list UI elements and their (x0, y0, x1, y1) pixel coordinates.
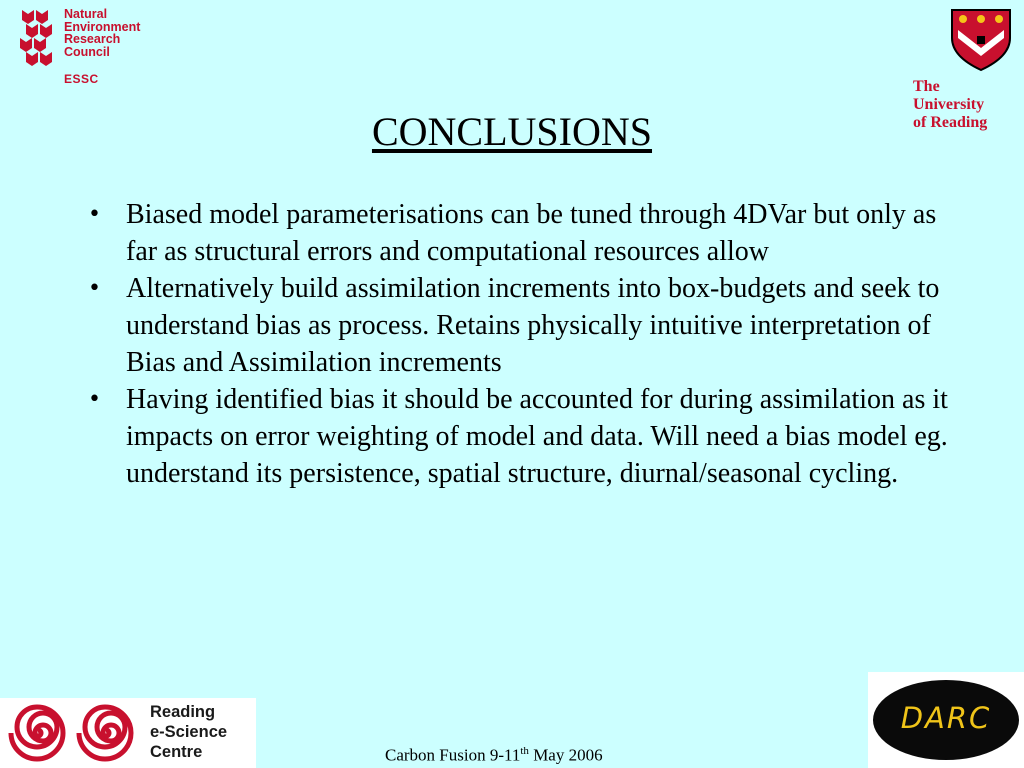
footer-caption (385, 740, 603, 767)
university-line-1: The (913, 78, 940, 95)
bullet-marker: • (88, 276, 101, 301)
nerc-line-2: Environment (64, 19, 141, 34)
bullet-text: Biased model parameterisations can be tuned through 4DVar but only as far as structural errors and computational resources allow (126, 199, 937, 267)
nerc-logo (16, 6, 166, 91)
university-line-2: University (913, 96, 985, 113)
nerc-chevron-icon (16, 6, 62, 68)
bullet-text: Alternatively build assimilation increments into box-budgets and seek to understand bias as process. Retains physically intuitive interpretation of Bias and Assimilation increments (126, 273, 940, 378)
bullet-item (78, 196, 958, 270)
footer-suffix: May 2006 (528, 745, 603, 765)
bullet-marker: • (88, 202, 101, 227)
spiral-icon (2, 700, 148, 766)
resc-line-2: e-Science (150, 723, 228, 741)
nerc-line-1: Natural (64, 7, 108, 21)
nerc-name (64, 8, 140, 58)
university-line-3: of Reading (913, 114, 988, 131)
footer-superscript: th (520, 745, 529, 757)
darc-label: DARC (900, 701, 992, 735)
bullet-marker: • (88, 387, 101, 412)
resc-name (150, 702, 227, 762)
resc-line-3: Centre (150, 743, 203, 761)
darc-logo (868, 672, 1024, 768)
footer-prefix: Carbon Fusion 9-11 (385, 745, 521, 765)
university-crest-icon (948, 8, 1014, 72)
bullet-item (78, 270, 958, 381)
nerc-line-4: Council (64, 44, 110, 59)
bullet-text: Having identified bias it should be accounted for during assimilation as it impacts on error weighting of model and data. Will need a bias model eg. understand its persistence, spatial structure, diurnal/seasonal cycling. (126, 384, 948, 489)
nerc-line-3: Research (64, 32, 121, 46)
slide-title: CONCLUSIONS (371, 109, 653, 154)
resc-line-1: Reading (150, 703, 216, 721)
bullet-list (78, 196, 958, 492)
bullet-item (78, 381, 958, 492)
essc-label: ESSC (64, 72, 99, 86)
resc-logo (0, 698, 256, 768)
